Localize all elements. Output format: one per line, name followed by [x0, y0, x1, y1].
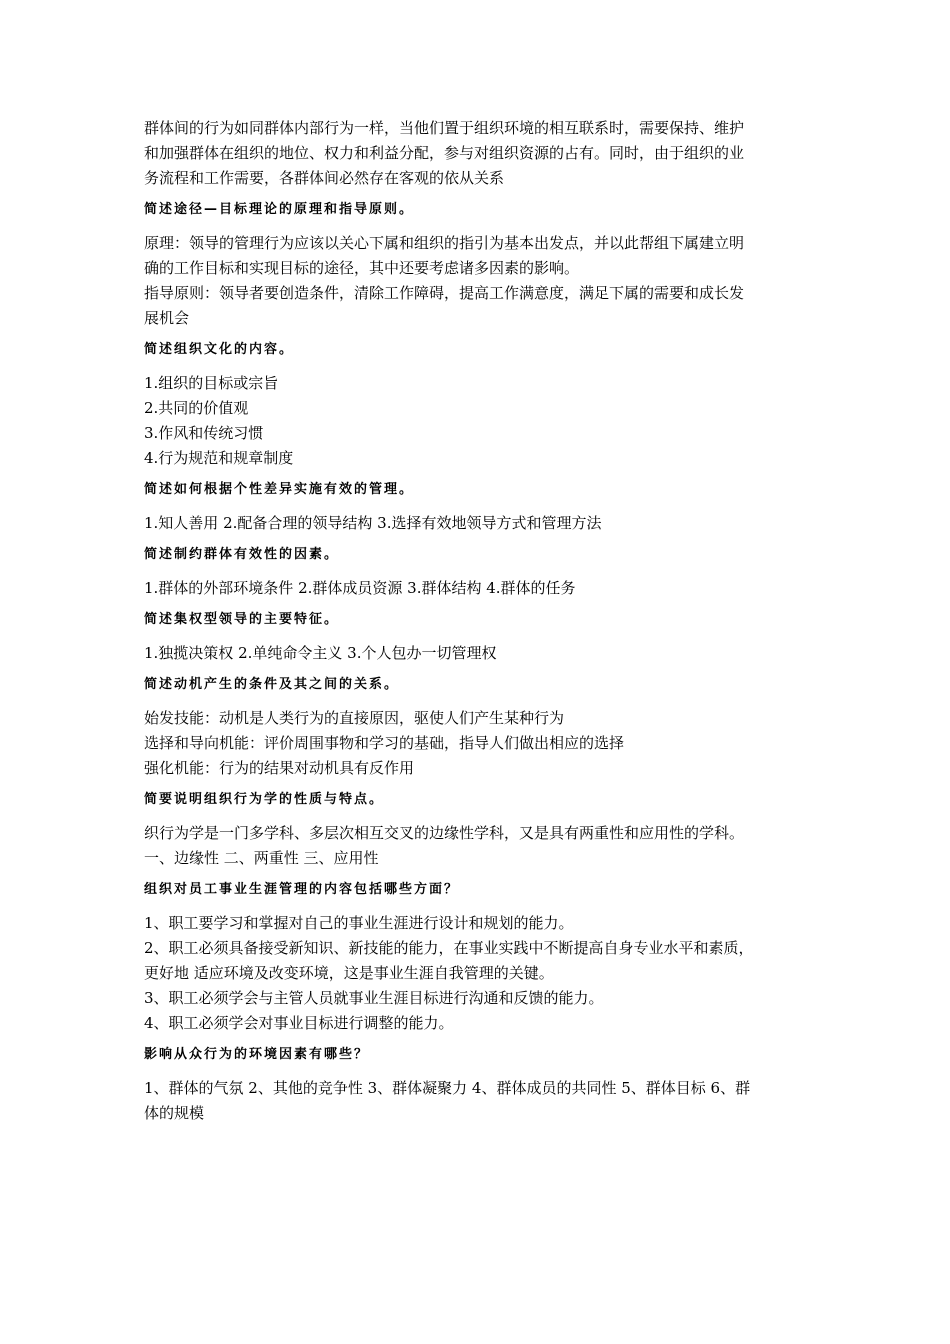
section-heading: 简要说明组织行为学的性质与特点。 [144, 792, 385, 807]
section-motivation [144, 672, 812, 781]
text-line: 1、职工要学习和掌握对自己的事业生涯进行设计和规划的能力。 [144, 914, 574, 932]
intro-paragraph [144, 116, 812, 191]
text-line: 1.知人善用 2.配备合理的领导结构 3.选择有效地领导方式和管理方法 [144, 514, 602, 532]
section-heading: 组织对员工事业生涯管理的内容包括哪些方面？ [144, 882, 460, 897]
section-ob-nature [144, 787, 812, 871]
section-heading: 简述制约群体有效性的因素。 [144, 547, 340, 562]
list-item: 3.作风和传统习惯 [144, 424, 264, 442]
text-line: 织行为学是一门多学科、多层次相互交叉的边缘性学科，又是具有两重性和应用性的学科。 [144, 824, 745, 842]
document-page [144, 116, 812, 1126]
section-personality-management [144, 477, 812, 536]
section-group-effectiveness [144, 542, 812, 601]
text-line: 4、职工必须学会对事业目标进行调整的能力。 [144, 1014, 454, 1032]
section-centralized-leadership [144, 607, 812, 666]
section-conformity-factors [144, 1042, 812, 1126]
list-item: 1.组织的目标或宗旨 [144, 374, 279, 392]
text-line: 确的工作目标和实现目标的途径，其中还要考虑诸多因素的影响。 [144, 259, 580, 277]
text-line: 原理：领导的管理行为应该以关心下属和组织的指引为基本出发点，并以此帮组下属建立明 [144, 234, 745, 252]
text-line: 更好地 适应环境及改变环境，这是事业生涯自我管理的关键。 [144, 964, 554, 982]
section-heading: 简述途径—目标理论的原理和指导原则。 [144, 202, 415, 217]
text-line: 始发技能：动机是人类行为的直接原因，驱使人们产生某种行为 [144, 709, 565, 727]
text-line: 展机会 [144, 309, 190, 327]
text-line: 2、职工必须具备接受新知识、新技能的能力，在事业实践中不断提高自身专业水平和素质， [144, 939, 754, 957]
text-line: 群体间的行为如同群体内部行为一样，当他们置于组织环境的相互联系时，需要保持、维护 [144, 119, 745, 137]
section-org-culture [144, 337, 812, 471]
section-heading: 简述集权型领导的主要特征。 [144, 612, 340, 627]
text-line: 1.独揽决策权 2.单纯命令主义 3.个人包办一切管理权 [144, 644, 497, 662]
list-item: 2.共同的价值观 [144, 399, 249, 417]
text-line: 1、群体的气氛 2、其他的竞争性 3、群体凝聚力 4、群体成员的共同性 5、群体目标 6、群 [144, 1079, 751, 1097]
section-heading: 简述组织文化的内容。 [144, 342, 295, 357]
list-item: 4.行为规范和规章制度 [144, 449, 294, 467]
section-heading: 简述动机产生的条件及其之间的关系。 [144, 677, 400, 692]
section-heading: 简述如何根据个性差异实施有效的管理。 [144, 482, 415, 497]
section-career-management [144, 877, 812, 1036]
text-line: 3、职工必须学会与主管人员就事业生涯目标进行沟通和反馈的能力。 [144, 989, 604, 1007]
section-path-goal-theory [144, 197, 812, 331]
text-line: 选择和导向机能：评价周围事物和学习的基础，指导人们做出相应的选择 [144, 734, 625, 752]
text-line: 和加强群体在组织的地位、权力和利益分配，参与对组织资源的占有。同时，由于组织的业 [144, 144, 745, 162]
text-line: 务流程和工作需要，各群体间必然存在客观的依从关系 [144, 169, 505, 187]
text-line: 体的规模 [144, 1104, 205, 1122]
section-heading: 影响从众行为的环境因素有哪些？ [144, 1047, 370, 1062]
text-line: 1.群体的外部环境条件 2.群体成员资源 3.群体结构 4.群体的任务 [144, 579, 576, 597]
text-line: 强化机能：行为的结果对动机具有反作用 [144, 759, 415, 777]
text-line: 指导原则：领导者要创造条件，清除工作障碍，提高工作满意度，满足下属的需要和成长发 [144, 284, 745, 302]
text-line: 一、边缘性 二、两重性 三、应用性 [144, 849, 379, 867]
